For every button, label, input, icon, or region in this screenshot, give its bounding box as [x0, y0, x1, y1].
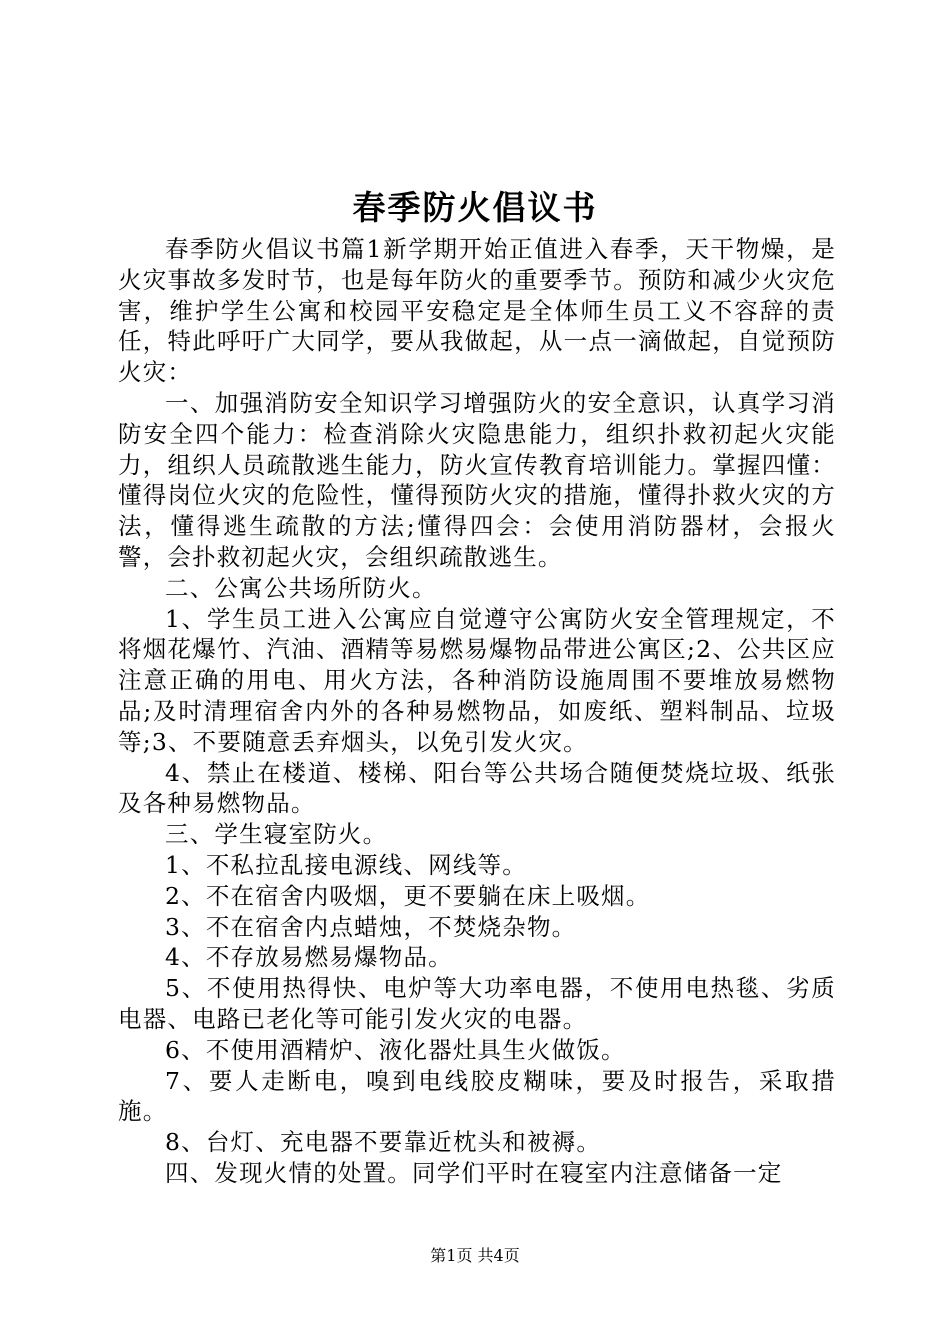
paragraph: 4、禁止在楼道、楼梯、阳台等公共场合随便焚烧垃圾、纸张及各种易燃物品。: [118, 758, 836, 818]
paragraph: 四、发现火情的处置。同学们平时在寝室内注意储备一定: [165, 1158, 783, 1187]
page-footer: 第1页 共4页: [430, 1246, 520, 1265]
paragraph: 3、不在宿舍内点蜡烛，不焚烧杂物。: [165, 912, 577, 941]
paragraph: 8、台灯、充电器不要靠近枕头和被褥。: [165, 1128, 602, 1157]
document-body: [118, 234, 836, 1189]
paragraph: 7、要人走断电，嗅到电线胶皮糊味，要及时报告，采取措施。: [118, 1066, 836, 1126]
paragraph: 一、加强消防安全知识学习增强防火的安全意识，认真学习消防安全四个能力：检查消除火灾隐患能力，组织扑救初起火灾能力，组织人员疏散逃生能力，防火宣传教育培训能力。掌握四懂：懂得岗位火灾的危险性，懂得预防火灾的措施，懂得扑救火灾的方法，懂得逃生疏散的方法;懂得四会：会使用消防器材，会报火警，会扑救初起火灾，会组织疏散逃生。: [118, 388, 836, 571]
paragraph: 1、不私拉乱接电源线、网线等。: [165, 850, 527, 879]
document-title: 春季防火倡议书: [352, 188, 598, 227]
paragraph: 4、不存放易燃易爆物品。: [165, 943, 453, 972]
paragraph: 6、不使用酒精炉、液化器灶具生火做饭。: [165, 1035, 626, 1064]
paragraph: 1、学生员工进入公寓应自觉遵守公寓防火安全管理规定，不将烟花爆竹、汽油、酒精等易燃易爆物品带进公寓区;2、公共区应注意正确的用电、用火方法，各种消防设施周围不要堆放易燃物品;及时清理宿舍内外的各种易燃物品，如废纸、塑料制品、垃圾等;3、不要随意丢弃烟头，以免引发火灾。: [118, 604, 836, 756]
paragraph: 春季防火倡议书篇1新学期开始正值进入春季，天干物燥，是火灾事故多发时节，也是每年防火的重要季节。预防和减少火灾危害，维护学生公寓和校园平安稳定是全体师生员工义不容辞的责任，特此呼吁广大同学，要从我做起，从一点一滴做起，自觉预防火灾：: [118, 235, 836, 387]
paragraph: 5、不使用热得快、电炉等大功率电器，不使用电热毯、劣质电器、电路已老化等可能引发火灾的电器。: [118, 974, 836, 1033]
paragraph: 2、不在宿舍内吸烟，更不要躺在床上吸烟。: [165, 881, 651, 910]
paragraph: 三、学生寝室防火。: [165, 820, 388, 849]
paragraph: 二、公寓公共场所防火。: [165, 573, 437, 602]
